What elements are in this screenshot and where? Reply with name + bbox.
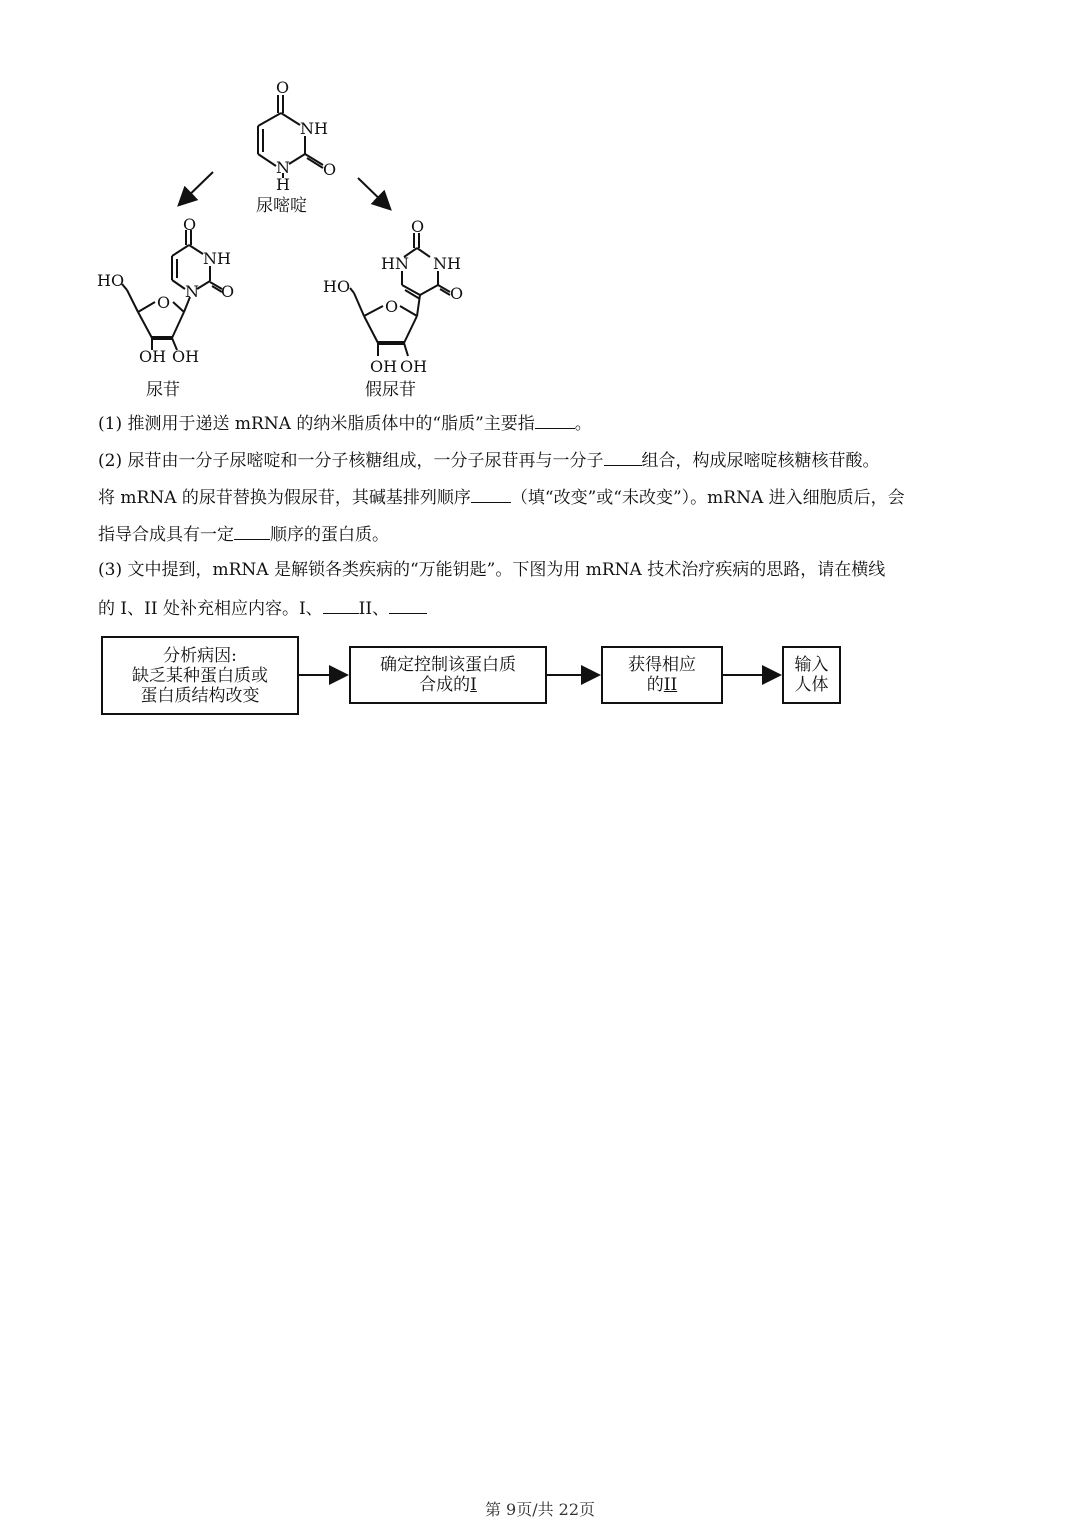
flow-box-analyze-cause [101, 636, 299, 715]
uridine-nh: NH [203, 249, 231, 268]
answer-blank-1[interactable] [535, 410, 575, 429]
pseudouridine-o-right: O [450, 284, 464, 303]
chemical-structures-figure [0, 0, 1080, 420]
uracil-nh: NH [300, 119, 328, 138]
flow-box-3-mark: II [663, 675, 678, 695]
question-2-text-d: （填“改变”或“未改变”）。mRNA 进入细胞质后，会 [510, 488, 905, 508]
question-1 [98, 410, 592, 436]
pseudouridine-oh1: OH [370, 357, 398, 376]
flow-box-3-line-1: 获得相应 [628, 655, 696, 675]
pseudouridine-ho: HO [323, 277, 351, 296]
flow-box-1-line-1: 分析病因: [163, 645, 237, 666]
flow-box-2-mark: I [470, 675, 477, 695]
pseudouridine-ring-o: O [385, 297, 399, 316]
question-1-text-b: 。 [574, 414, 592, 434]
answer-blank-3a[interactable] [323, 595, 359, 614]
uridine-n: N [185, 282, 199, 301]
question-2-text-b: 组合，构成尿嘧啶核糖核苷酸。 [641, 451, 880, 471]
question-1-number: (1) [98, 414, 123, 434]
uridine-o-right: O [221, 282, 235, 301]
uridine-oh1: OH [139, 347, 167, 366]
flow-box-4-line-1: 输入 [794, 655, 829, 675]
question-2-line-1 [98, 447, 880, 473]
pseudouridine-o-top: O [411, 217, 425, 236]
uracil-o-top: O [276, 78, 290, 97]
flow-box-2-line-1: 确定控制该蛋白质 [380, 655, 516, 675]
uracil-o-right: O [323, 160, 337, 179]
flow-box-3-line-2: 的 [646, 675, 664, 695]
pseudouridine-name: 假尿苷 [365, 380, 416, 400]
flow-box-obtain [601, 646, 723, 704]
question-2-text-a: 尿苷由一分子尿嘧啶和一分子核糖组成，一分子尿苷再与一分子 [127, 451, 604, 471]
answer-blank-3b[interactable] [389, 595, 427, 614]
flow-box-input-body [782, 646, 841, 704]
uridine-o-top: O [183, 215, 197, 234]
uracil-h: H [276, 175, 290, 194]
pseudouridine-nh: NH [433, 254, 461, 273]
question-2-text-c: 将 mRNA 的尿苷替换为假尿苷，其碱基排列顺序 [98, 488, 471, 508]
answer-blank-2a[interactable] [604, 447, 642, 466]
page-footer: 第 9页/共 22页 [484, 1500, 596, 1519]
uridine-ho: HO [97, 271, 125, 290]
flow-box-2-line-2: 合成的 [419, 675, 471, 695]
question-3-line-2 [98, 595, 427, 621]
uracil-n: N [276, 158, 290, 177]
flow-box-4-line-2: 人体 [794, 675, 829, 695]
answer-blank-2c[interactable] [234, 521, 270, 540]
question-3-text-a: 文中提到，mRNA 是解锁各类疾病的“万能钥匙”。下图为用 mRNA 技术治疗疾病的思路，请在横线 [127, 560, 886, 580]
question-2-line-2 [98, 484, 905, 510]
flow-box-determine [349, 646, 547, 704]
question-2-number: (2) [98, 451, 123, 471]
question-3-line-1 [98, 558, 885, 582]
question-2-text-e: 指导合成具有一定 [98, 525, 234, 545]
question-3-text-c: II、 [358, 599, 390, 619]
uridine-ring-o: O [157, 293, 171, 312]
uridine-name: 尿苷 [146, 380, 180, 400]
flow-box-1-line-2: 缺乏某种蛋白质或 [132, 665, 268, 686]
pseudouridine-oh2: OH [400, 357, 428, 376]
question-2-line-3 [98, 521, 389, 547]
flow-box-1-line-3: 蛋白质结构改变 [140, 685, 260, 706]
question-2-text-f: 顺序的蛋白质。 [270, 525, 389, 545]
uridine-oh2: OH [172, 347, 200, 366]
answer-blank-2b[interactable] [471, 484, 511, 503]
question-3-text-b: 的 I、II 处补充相应内容。I、 [98, 599, 323, 619]
pseudouridine-hn: HN [381, 254, 409, 273]
uracil-name: 尿嘧啶 [256, 196, 307, 216]
question-3-number: (3) [98, 560, 123, 580]
question-1-text-a: 推测用于递送 mRNA 的纳米脂质体中的“脂质”主要指 [127, 414, 535, 434]
